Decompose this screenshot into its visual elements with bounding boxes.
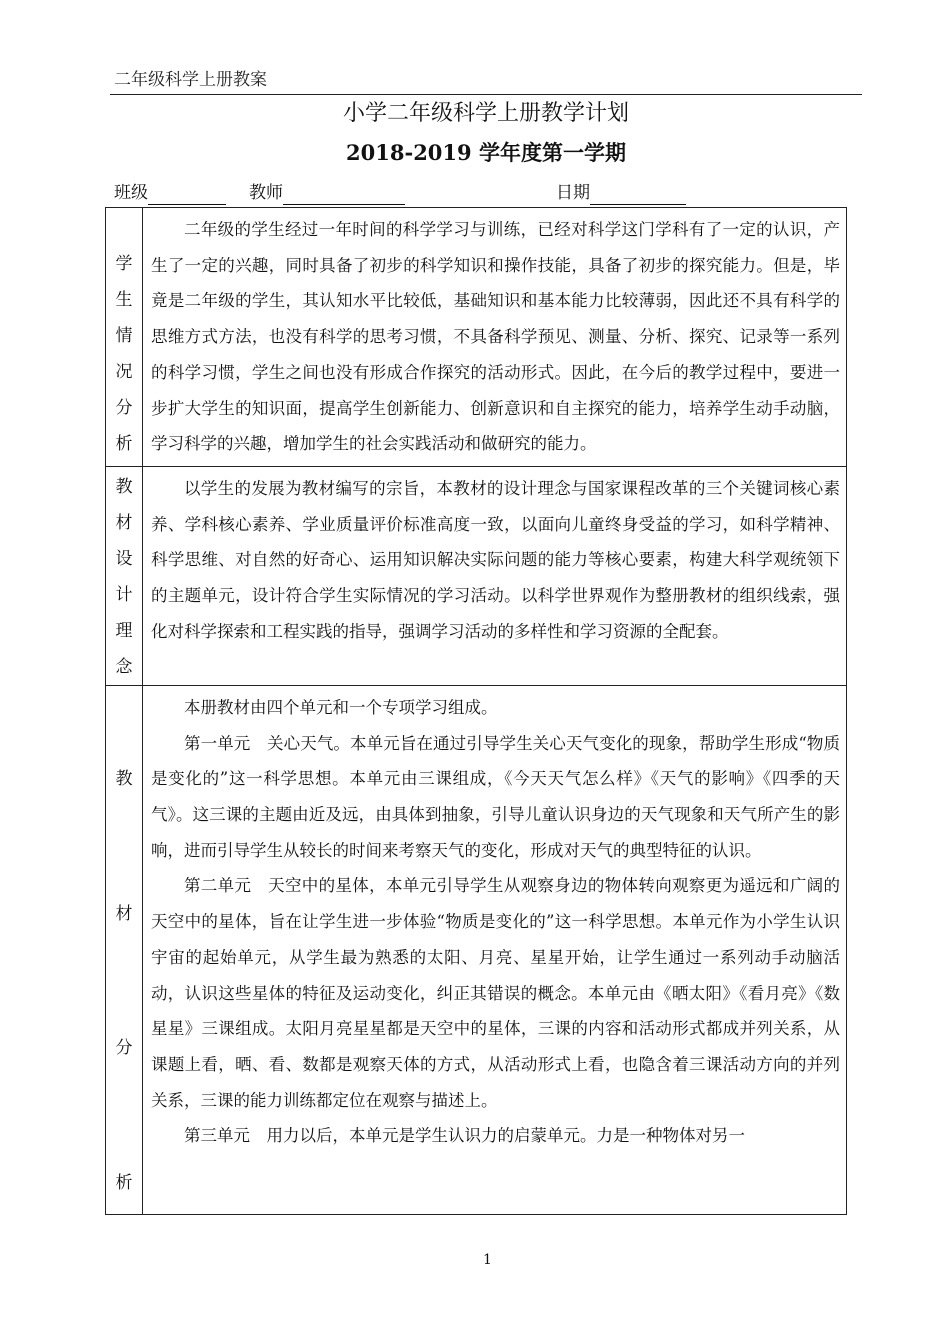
label-char: 计 (115, 584, 133, 605)
section-label-cell (106, 466, 143, 685)
label-char: 教 (115, 768, 133, 789)
label-char: 析 (115, 434, 133, 454)
section-paragraph: 第三单元 用力以后，本单元是学生认识力的启蒙单元。力是一种物体对另一 (184, 1126, 745, 1146)
section-label-cell (106, 208, 143, 467)
section-row-textbook-design (106, 466, 847, 685)
date-blank-line (590, 184, 686, 205)
label-char: 念 (115, 656, 133, 677)
label-char: 材 (115, 903, 133, 924)
section-paragraph: 二年级的学生经过一年时间的科学学习与训练，已经对科学这门学科有了一定的认识，产生了一定的兴趣，同时具备了初步的科学知识和操作技能，具备了初步的探究能力。但是，毕竟是二年级的学生，其认知水平比较低，基础知识和基本能力比较薄弱，因此还不具有科学的思维方式方法，也没有科学的思考习惯，不具备科学预见、测量、分析、探究、记录等一系列的科学习惯，学生之间也没有形成合作探究的活动形式。因此，在今后的教学过程中，要进一步扩大学生的知识面，提高学生创新能力、创新意识和自主探究的能力，培养学生动手动脑，学习科学的兴趣，增加学生的社会实践活动和做研究的能力。 (151, 220, 840, 454)
plan-table (105, 207, 847, 1215)
running-header (110, 68, 862, 95)
label-char: 情 (115, 326, 133, 346)
section-paragraph: 第二单元 天空中的星体，本单元引导学生从观察身边的物体转向观察更为遥远和广阔的天空中的星体，旨在让学生进一步体验“物质是变化的”这一科学思想。本单元作为小学生认识宇宙的起始单元，从学生最为熟悉的太阳、月亮、星星开始，让学生通过一系列动手动脑活动，认识这些星体的特征及运动变化，纠正其错误的概念。本单元由《晒太阳》《看月亮》《数星星》三课组成。太阳月亮星星都是天空中的星体，三课的内容和活动形式都成并列关系，从课题上看，晒、看、数都是观察天体的方式，从活动形式上看，也隐含着三课活动方向的并列关系，三课的能力训练都定位在观察与描述上。 (151, 876, 840, 1110)
section-label-vertical (106, 208, 142, 462)
section-paragraph: 本册教材由四个单元和一个专项学习组成。 (184, 697, 498, 717)
section-content-cell (143, 685, 847, 1214)
class-field (114, 181, 226, 205)
section-label-cell (106, 685, 143, 1214)
class-label: 班级 (114, 183, 148, 203)
section-label-vertical (106, 686, 142, 1201)
label-char: 教 (115, 476, 133, 497)
date-label: 日期 (556, 183, 590, 203)
label-char: 材 (115, 512, 133, 533)
page-number: 1 (483, 1252, 492, 1268)
label-char: 理 (115, 620, 133, 641)
section-row-student-analysis (106, 208, 847, 467)
document-subtitle: 2018-2019 学年度第一学期 (346, 140, 626, 165)
label-char: 设 (115, 548, 133, 569)
document-title: 小学二年级科学上册教学计划 (342, 101, 629, 126)
label-char: 学 (115, 254, 133, 274)
teacher-blank-line (283, 184, 405, 205)
section-content-cell (143, 208, 847, 467)
section-label-vertical (106, 467, 142, 685)
teacher-label: 教师 (249, 183, 283, 203)
label-char: 生 (115, 290, 133, 310)
label-char: 分 (115, 1038, 133, 1059)
class-blank-line (148, 184, 226, 205)
section-row-textbook-analysis (106, 685, 847, 1214)
section-paragraph: 第一单元 关心天气。本单元旨在通过引导学生关心天气变化的现象，帮助学生形成“物质是变化的”这一科学思想。本单元由三课组成，《今天天气怎么样》《天气的影响》《四季的天气》。这三课的主题由近及远，由具体到抽象，引导儿童认识身边的天气现象和天气所产生的影响，进而引导学生从较长的时间来考察天气的变化，形成对天气的典型特征的认识。 (151, 733, 840, 860)
date-field (556, 181, 686, 205)
section-paragraph: 以学生的发展为教材编写的宗旨，本教材的设计理念与国家课程改革的三个关键词核心素养、学科核心素养、学业质量评价标准高度一致，以面向儿童终身受益的学习，如科学精神、科学思维、对自然的好奇心、运用知识解决实际问题的能力等核心要素，构建大科学观统领下的主题单元，设计符合学生实际情况的学习活动。以科学世界观作为整册教材的组织线索，强化对科学探索和工程实践的指导，强调学习活动的多样性和学习资源的全配套。 (151, 478, 840, 641)
label-char: 况 (115, 362, 133, 382)
info-fields-row (114, 181, 862, 207)
teacher-field (249, 181, 405, 205)
label-char: 析 (115, 1172, 133, 1193)
label-char: 分 (115, 398, 133, 418)
section-content-cell (143, 466, 847, 685)
running-title: 二年级科学上册教案 (114, 70, 267, 90)
